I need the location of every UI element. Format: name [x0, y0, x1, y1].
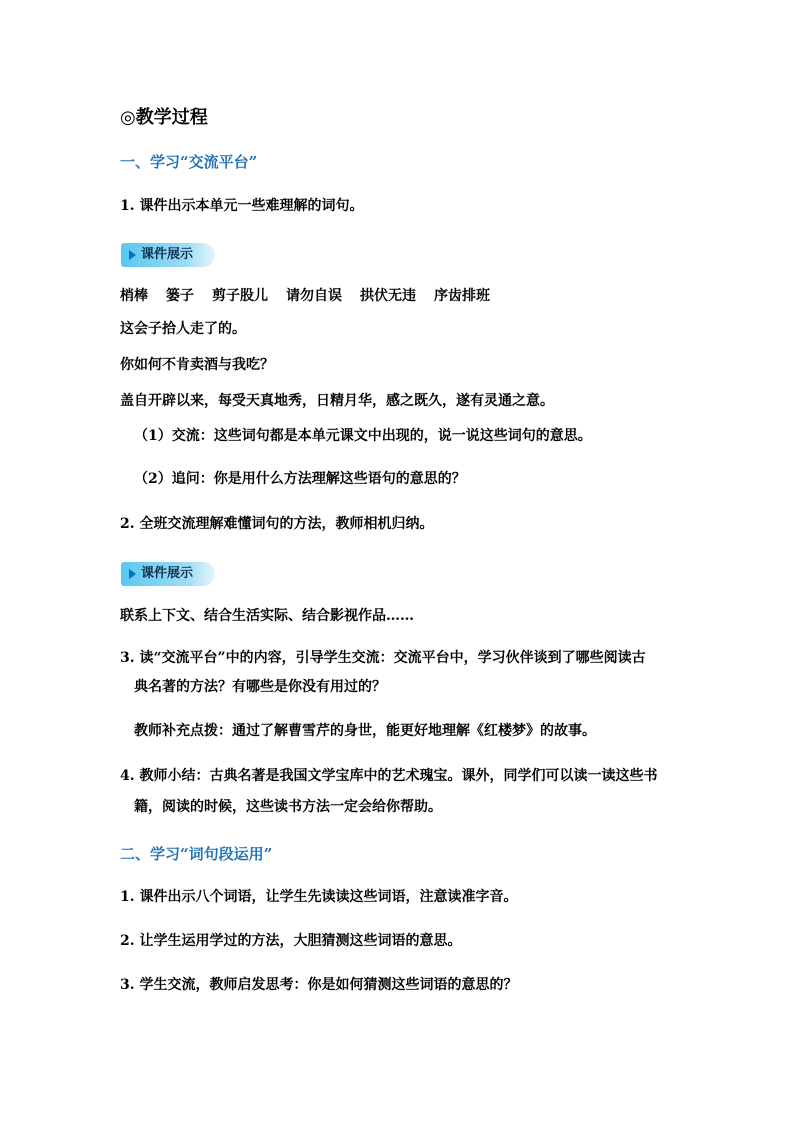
word-item: 篓子 — [166, 288, 194, 304]
word-item: 序齿排班 — [434, 288, 490, 304]
badge-label: 课件展示 — [141, 566, 194, 581]
courseware-badge-2 — [121, 562, 215, 586]
section2-heading: 二、学习“词句段运用” — [120, 845, 273, 863]
sub-item-1: （1）交流：这些词句都是本单元课文中出现的，说一说这些词句的意思。 — [134, 428, 592, 444]
section1-step1: 1. 课件出示本单元一些难理解的词句。 — [120, 198, 364, 214]
methods-text: 联系上下文、结合生活实际、结合影视作品…… — [120, 608, 414, 624]
section1-step3-line1: 3. 读“交流平台”中的内容，引导学生交流：交流平台中，学习伙伴谈到了哪些阅读古 — [120, 650, 646, 666]
example-sentence-3: 盖自开辟以来，每受天真地秀，日精月华，感之既久，遂有灵通之意。 — [120, 393, 554, 409]
example-sentence-1: 这会子拾人走了的。 — [120, 321, 246, 337]
section2-step1: 1. 课件出示八个词语，让学生先读读这些词语，注意读准字音。 — [120, 889, 518, 905]
play-arrow-icon — [129, 569, 136, 579]
word-item: 梢棒 — [120, 288, 148, 304]
section2-step3: 3. 学生交流，教师启发思考：你是如何猜测这些词语的意思的？ — [120, 977, 518, 993]
play-arrow-icon — [129, 250, 136, 260]
section1-step2: 2. 全班交流理解难懂词句的方法，教师相机归纳。 — [120, 516, 434, 532]
section1-heading: 一、学习“交流平台” — [120, 153, 258, 171]
word-item: 剪子股儿 — [212, 288, 268, 304]
section1-step4-line1: 4. 教师小结：古典名著是我国文学宝库中的艺术瑰宝。课外，同学们可以读一读这些书 — [120, 768, 658, 784]
word-item: 拱伏无违 — [360, 288, 416, 304]
word-list — [120, 286, 508, 306]
badge-label: 课件展示 — [141, 247, 194, 262]
section1-step3-line2: 典名著的方法？有哪些是你没有用过的？ — [134, 679, 386, 695]
example-sentence-2: 你如何不肯卖酒与我吃？ — [120, 357, 274, 373]
word-item: 请勿自误 — [286, 288, 342, 304]
sub-item-2: （2）追问：你是用什么方法理解这些语句的意思的？ — [134, 471, 466, 487]
section2-step2: 2. 让学生运用学过的方法，大胆猜测这些词语的意思。 — [120, 933, 462, 949]
page-title: ◎教学过程 — [120, 107, 208, 128]
courseware-badge-1 — [121, 243, 215, 267]
teacher-note: 教师补充点拨：通过了解曹雪芹的身世，能更好地理解《红楼梦》的故事。 — [134, 723, 596, 739]
section1-step4-line2: 籍，阅读的时候，这些读书方法一定会给你帮助。 — [134, 799, 442, 815]
